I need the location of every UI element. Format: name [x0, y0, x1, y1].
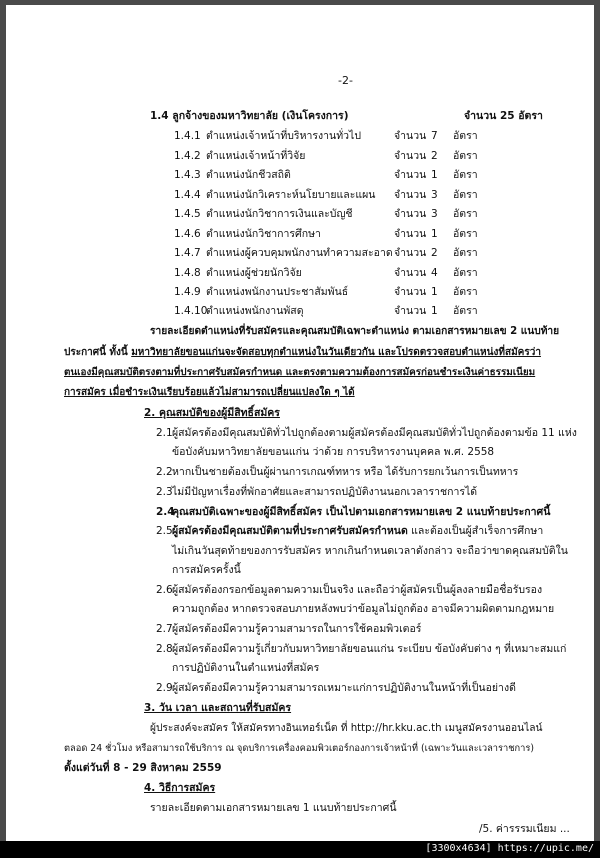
- item-number: 2.2: [156, 466, 173, 478]
- position-amount-label: จำนวน: [394, 208, 427, 220]
- item-text: ผู้สมัครต้องมีความรู้ความสามารถในการใช้คอมพิวเตอร์: [172, 623, 422, 635]
- position-amount: 2: [431, 150, 438, 162]
- position-unit: อัตรา: [453, 169, 478, 181]
- position-name: ตำแหน่งผู้ช่วยนักวิจัย: [206, 267, 302, 279]
- position-number: 1.4.7: [174, 247, 201, 259]
- continuation-text: /5. ค่ารรรมเนียม ...: [479, 823, 570, 835]
- details-line-4: การสมัคร เมื่อชำระเงินเรียบร้อยแล้วไม่สามารถเปลี่ยนแปลงใด ๆ ได้: [64, 387, 355, 398]
- position-amount: 7: [431, 130, 438, 142]
- position-unit: อัตรา: [453, 130, 478, 142]
- item-text: ไม่มีปัญหาเรื่องที่พักอาศัยและสามารถปฏิบัติงานนอกเวลาราชการได้: [172, 486, 478, 498]
- position-name: ตำแหน่งพนักงานพัสดุ: [206, 305, 304, 317]
- item-text: ข้อบังคับมหาวิทยาลัยขอนแก่น ว่าด้วย การบริหารงานบุคคล พ.ศ. 2558: [172, 446, 495, 458]
- position-unit: อัตรา: [453, 267, 478, 279]
- position-amount-label: จำนวน: [394, 228, 427, 240]
- section-2-title: 2. คุณสมบัติของผู้มีสิทธิ์สมัคร: [144, 407, 280, 419]
- position-unit: อัตรา: [453, 189, 478, 201]
- section-1-4-count: จำนวน 25 อัตรา: [464, 110, 543, 122]
- item-number: 2.9: [156, 682, 173, 694]
- position-amount-label: จำนวน: [394, 247, 427, 259]
- position-name: ตำแหน่งพนักงานประชาสัมพันธ์: [206, 286, 349, 298]
- position-amount: 2: [431, 247, 438, 259]
- position-name: ตำแหน่งนักชีวสถิติ: [206, 169, 291, 181]
- item-text: [172, 525, 543, 538]
- item-text-rest: และต้องเป็นผู้สำเร็จการศึกษา: [407, 525, 544, 537]
- position-name: ตำแหน่งนักวิเคราะห์นโยบายและแผน: [206, 189, 376, 201]
- position-amount: 1: [431, 228, 438, 240]
- position-amount-label: จำนวน: [394, 150, 427, 162]
- page-number: -2-: [338, 74, 353, 87]
- position-unit: อัตรา: [453, 286, 478, 298]
- section-4-title: 4. วิธีการสมัคร: [144, 782, 216, 794]
- position-amount-label: จำนวน: [394, 267, 427, 279]
- position-name: ตำแหน่งนักวิชาการเงินและบัญชี: [206, 208, 353, 220]
- section-4-line-1: รายละเอียดตามเอกสารหมายเลข 1 แนบท้ายประกาศนี้: [150, 802, 397, 814]
- position-number: 1.4.9: [174, 286, 201, 298]
- position-amount-label: จำนวน: [394, 189, 427, 201]
- position-name: ตำแหน่งผู้ควบคุมพนักงานทำความสะอาด: [206, 247, 393, 259]
- details-line-2-lead: ประกาศนี้ ทั้งนี้: [64, 347, 132, 358]
- position-number: 1.4.3: [174, 169, 201, 181]
- item-number: 2.7: [156, 623, 173, 635]
- item-text: ผู้สมัครต้องมีความรู้ความสามารถเหมาะแก่การปฏิบัติงานในหน้าที่เป็นอย่างดี: [172, 682, 516, 694]
- item-number: 2.5: [156, 525, 173, 537]
- item-number: 2.8: [156, 643, 173, 655]
- image-source-label: [3300x4634] https://upic.me/: [425, 843, 594, 854]
- position-unit: อัตรา: [453, 208, 478, 220]
- document-page: [6, 5, 594, 841]
- position-amount: 1: [431, 305, 438, 317]
- position-amount-label: จำนวน: [394, 169, 427, 181]
- position-number: 1.4.1: [174, 130, 201, 142]
- item-number: 2.4: [156, 506, 175, 518]
- item-text: การปฏิบัติงานในตำแหน่งที่สมัคร: [172, 662, 320, 674]
- section-3-line-1: ผู้ประสงค์จะสมัคร ให้สมัครทางอินเทอร์เน็ต ที่ http://hr.kku.ac.th เมนูสมัครงานออนไลน์: [150, 723, 543, 734]
- position-amount: 4: [431, 267, 438, 279]
- item-number: 2.1: [156, 427, 173, 439]
- position-amount: 3: [431, 189, 438, 201]
- item-text: ผู้สมัครต้องกรอกข้อมูลตามความเป็นจริง และถือว่าผู้สมัครเป็นผู้ลงลายมือชื่อรับรอง: [172, 584, 543, 596]
- position-number: 1.4.2: [174, 150, 201, 162]
- position-amount: 1: [431, 169, 438, 181]
- section-3-line-3: ตั้งแต่วันที่ 8 - 29 สิงหาคม 2559: [64, 762, 222, 774]
- position-number: 1.4.5: [174, 208, 201, 220]
- details-line-3: ตนเองมีคุณสมบัติตรงตามที่ประกาศรับสมัครกำหนด และตรงตามความต้องการสมัครก่อนชำระเงินค่าธรรมเนียม: [64, 367, 536, 378]
- item-number: 2.3: [156, 486, 173, 498]
- position-amount-label: จำนวน: [394, 130, 427, 142]
- item-text-emphasis: ผู้สมัครต้องมีคุณสมบัติตามที่ประกาศรับสมัครกำหนด: [172, 525, 408, 537]
- item-text: ความถูกต้อง หากตรวจสอบภายหลังพบว่าข้อมูลไม่ถูกต้อง อาจมีความผิดตามกฎหมาย: [172, 603, 555, 615]
- section-3-line-2: ตลอด 24 ชั่วโมง หรือสามารถใช้บริการ ณ จุดบริการเครื่องคอมพิวเตอร์กองการเจ้าหน้าที่ (เฉพาะวันและเวลาราชการ): [64, 743, 535, 754]
- position-unit: อัตรา: [453, 247, 478, 259]
- details-line-2-emphasis: มหาวิทยาลัยขอนแก่นจะจัดสอบทุกตำแหน่งในวันเดียวกัน และโปรดตรวจสอบตำแหน่งที่สมัครว่า: [131, 347, 541, 358]
- position-name: ตำแหน่งนักวิชาการศึกษา: [206, 228, 321, 240]
- position-number: 1.4.8: [174, 267, 201, 279]
- position-unit: อัตรา: [453, 150, 478, 162]
- position-unit: อัตรา: [453, 228, 478, 240]
- position-number: 1.4.4: [174, 189, 201, 201]
- item-text: การสมัครครั้งนี้: [172, 564, 241, 576]
- details-line-2: [64, 346, 541, 359]
- item-text: ไม่เกินวันสุดท้ายของการรับสมัคร หากเกินกำหนดเวลาดังกล่าว จะถือว่าขาดคุณสมบัติใน: [172, 545, 568, 557]
- item-number: 2.6: [156, 584, 173, 596]
- section-1-4-title: 1.4 ลูกจ้างของมหาวิทยาลัย (เงินโครงการ): [150, 110, 349, 122]
- position-name: ตำแหน่งเจ้าหน้าที่บริหารงานทั่วไป: [206, 130, 361, 142]
- position-amount-label: จำนวน: [394, 305, 427, 317]
- position-amount: 1: [431, 286, 438, 298]
- position-amount-label: จำนวน: [394, 286, 427, 298]
- item-text: หากเป็นชายต้องเป็นผู้ผ่านการเกณฑ์ทหาร หรือ ได้รับการยกเว้นการเป็นทหาร: [172, 466, 519, 478]
- item-text: ผู้สมัครต้องมีคุณสมบัติทั่วไปถูกต้องตามผู้สมัครต้องมีคุณสมบัติทั่วไปถูกต้องตามข้อ 11 แห่ง: [172, 427, 577, 439]
- section-3-title: 3. วัน เวลา และสถานที่รับสมัคร: [144, 702, 292, 714]
- item-text: ผู้สมัครต้องมีความรู้เกี่ยวกับมหาวิทยาลัยขอนแก่น ระเบียบ ข้อบังคับต่าง ๆ ที่เหมาะสมแก่: [172, 643, 567, 655]
- details-line-1: รายละเอียดตำแหน่งที่รับสมัครและคุณสมบัติเฉพาะตำแหน่ง ตามเอกสารหมายเลข 2 แนบท้าย: [150, 326, 560, 337]
- position-unit: อัตรา: [453, 305, 478, 317]
- position-number: 1.4.6: [174, 228, 201, 240]
- position-number: 1.4.10: [174, 305, 208, 317]
- position-name: ตำแหน่งเจ้าหน้าที่วิจัย: [206, 150, 306, 162]
- position-amount: 3: [431, 208, 438, 220]
- item-text: คุณสมบัติเฉพาะของผู้มีสิทธิ์สมัคร เป็นไปตามเอกสารหมายเลข 2 แนบท้ายประกาศนี้: [172, 506, 551, 518]
